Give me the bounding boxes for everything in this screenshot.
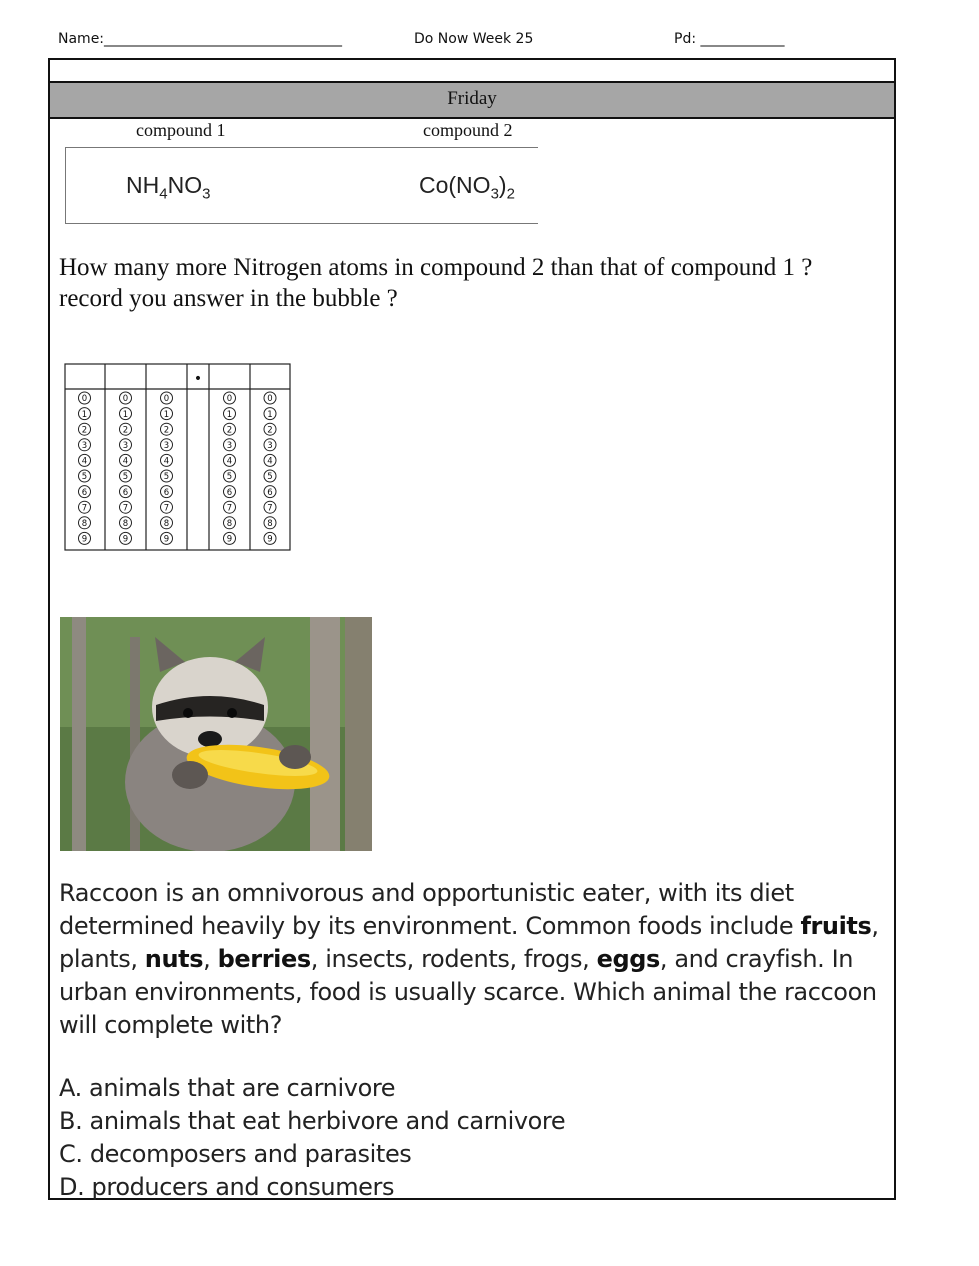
answer-bubble[interactable] [161, 501, 173, 513]
question-line-2: record you answer in the bubble ? [59, 285, 398, 312]
bubble-digit: 8 [81, 519, 88, 529]
bubble-digit: 1 [267, 409, 273, 420]
answer-bubble[interactable] [79, 501, 91, 513]
answer-bubble[interactable] [224, 470, 236, 482]
answer-bubble[interactable] [264, 392, 276, 404]
day-header: Friday [50, 81, 894, 119]
answer-options [59, 1072, 565, 1204]
answer-bubble[interactable] [264, 423, 276, 435]
question-line-1: How many more Nitrogen atoms in compound 2 than that of compound 1 ? [59, 254, 813, 281]
bubble-digit: 6 [267, 487, 273, 498]
bubble-digit: 2 [267, 425, 273, 436]
bubble-digit: 0 [163, 394, 170, 405]
answer-bubble-grid[interactable] [64, 363, 292, 553]
answer-bubble[interactable] [264, 408, 276, 420]
bubble-digit: 2 [226, 425, 233, 436]
bubble-digit: 0 [81, 394, 88, 405]
bubble-digit: 6 [122, 487, 129, 498]
answer-bubble[interactable] [161, 439, 173, 451]
answer-bubble[interactable] [161, 470, 173, 482]
bubble-digit: 8 [267, 519, 273, 529]
bubble-digit: 5 [163, 472, 170, 483]
bubble-digit: 6 [163, 487, 170, 498]
nitrogen-question [59, 252, 889, 314]
bubble-digit: 3 [122, 441, 129, 451]
answer-bubble[interactable] [264, 501, 276, 513]
bubble-digit: 7 [81, 503, 88, 514]
compound-formula-box [65, 147, 538, 224]
bubble-digit: 1 [163, 409, 170, 420]
passage-bold-term: nuts [144, 945, 204, 973]
bubble-digit: 3 [81, 441, 88, 451]
passage-text: , plants, [59, 912, 879, 973]
answer-bubble[interactable] [264, 532, 276, 544]
bubble-digit: 1 [122, 409, 129, 420]
answer-bubble[interactable] [161, 532, 173, 544]
bubble-digit: 4 [226, 456, 233, 467]
answer-bubble[interactable] [79, 423, 91, 435]
answer-bubble[interactable] [224, 517, 236, 529]
option-a[interactable]: A. animals that are carnivore [59, 1074, 396, 1102]
answer-bubble[interactable] [120, 408, 132, 420]
bubble-digit: 9 [163, 534, 170, 545]
answer-bubble[interactable] [120, 486, 132, 498]
bubble-digit: 6 [226, 487, 233, 498]
answer-bubble[interactable] [120, 532, 132, 544]
bubble-digit: 3 [163, 441, 170, 451]
bubble-digit: 8 [122, 519, 129, 529]
answer-bubble[interactable] [79, 486, 91, 498]
answer-bubble[interactable] [161, 392, 173, 404]
answer-bubble[interactable] [264, 517, 276, 529]
raccoon-passage [59, 877, 894, 1042]
bubble-digit: 6 [81, 487, 88, 498]
bubble-digit: 1 [226, 409, 233, 420]
bubble-digit: 9 [122, 534, 129, 545]
bubble-digit: 2 [122, 425, 129, 436]
decimal-point: • [193, 371, 203, 387]
bubble-digit: 0 [226, 394, 233, 405]
grid-outline [65, 364, 290, 550]
bubble-digit: 9 [226, 534, 233, 545]
passage-bold-term: eggs [596, 945, 660, 973]
passage-bold-term: berries [217, 945, 311, 973]
answer-bubble[interactable] [224, 454, 236, 466]
bubble-digit: 4 [163, 456, 170, 467]
answer-bubble[interactable] [79, 392, 91, 404]
answer-bubble[interactable] [161, 408, 173, 420]
bubble-digit: 4 [81, 456, 88, 467]
bubble-digit: 9 [81, 534, 88, 545]
bubble-digit: 2 [163, 425, 170, 436]
answer-bubble[interactable] [224, 439, 236, 451]
answer-bubble[interactable] [79, 439, 91, 451]
bubble-digit: 3 [226, 441, 233, 451]
bubble-digit: 7 [226, 503, 233, 514]
answer-bubble[interactable] [120, 454, 132, 466]
answer-bubble[interactable] [161, 486, 173, 498]
worksheet-frame [48, 58, 896, 1200]
bubble-digit: 7 [122, 503, 129, 514]
bubble-digit: 1 [81, 409, 88, 420]
bubble-digit: 5 [226, 472, 233, 483]
answer-bubble[interactable] [264, 486, 276, 498]
passage-text: , insects, rodents, frogs, [310, 945, 597, 973]
passage-text: Raccoon is an omnivorous and opportunistic eater, with its diet determined heavily by its environment. Common foods include [59, 879, 801, 940]
raccoon-photo [60, 617, 372, 851]
compound-2-label: compound 2 [423, 120, 513, 140]
answer-bubble[interactable] [224, 532, 236, 544]
period-field-label: Pd: ____________ [674, 31, 785, 47]
worksheet-title: Do Now Week 25 [414, 31, 534, 47]
answer-bubble[interactable] [120, 470, 132, 482]
answer-bubble[interactable] [161, 454, 173, 466]
answer-bubble[interactable] [264, 454, 276, 466]
bubble-digit: 5 [267, 472, 273, 483]
bubble-digit: 4 [122, 456, 129, 467]
answer-bubble[interactable] [120, 392, 132, 404]
bubble-digit: 4 [267, 456, 273, 467]
bubble-digit: 9 [267, 534, 273, 545]
bubble-digit: 3 [267, 441, 273, 451]
option-c[interactable]: C. decomposers and parasites [59, 1140, 412, 1168]
answer-bubble[interactable] [79, 517, 91, 529]
bubble-digit: 5 [81, 472, 88, 483]
answer-bubble[interactable] [264, 470, 276, 482]
passage-bold-term: fruits [800, 912, 872, 940]
answer-bubble[interactable] [79, 454, 91, 466]
answer-bubble[interactable] [120, 423, 132, 435]
compound-2-formula: $Co(NO_3)_2$ [419, 172, 515, 203]
compound-1-formula: $NH_4NO_3$ [126, 172, 211, 203]
passage-text: , [203, 945, 218, 973]
answer-bubble[interactable] [224, 486, 236, 498]
answer-bubble[interactable] [224, 408, 236, 420]
compound-1-label: compound 1 [136, 120, 226, 140]
bubble-digit: 7 [267, 503, 273, 514]
answer-bubble[interactable] [161, 423, 173, 435]
passage-text: , and crayfish. In urban environments, food is usually scarce. Which animal the raccoon will complete with? [59, 945, 877, 1039]
answer-bubble[interactable] [79, 408, 91, 420]
answer-bubble[interactable] [224, 423, 236, 435]
bubble-digit: 7 [163, 503, 170, 514]
bubble-digit: 8 [163, 519, 170, 529]
answer-bubble[interactable] [224, 392, 236, 404]
answer-bubble[interactable] [120, 517, 132, 529]
answer-bubble[interactable] [264, 439, 276, 451]
bubble-digit: 2 [81, 425, 88, 436]
answer-bubble[interactable] [161, 517, 173, 529]
option-d[interactable]: D. producers and consumers [59, 1173, 395, 1201]
bubble-digit: 0 [267, 394, 273, 405]
bubble-digit: 5 [122, 472, 129, 483]
bubble-digit: 8 [226, 519, 233, 529]
answer-bubble[interactable] [120, 439, 132, 451]
answer-bubble[interactable] [79, 532, 91, 544]
answer-bubble[interactable] [224, 501, 236, 513]
option-b[interactable]: B. animals that eat herbivore and carnivore [59, 1107, 566, 1135]
name-field-label: Name:__________________________________ [58, 31, 343, 47]
answer-bubble[interactable] [79, 470, 91, 482]
answer-bubble[interactable] [120, 501, 132, 513]
bubble-digit: 0 [122, 394, 129, 405]
